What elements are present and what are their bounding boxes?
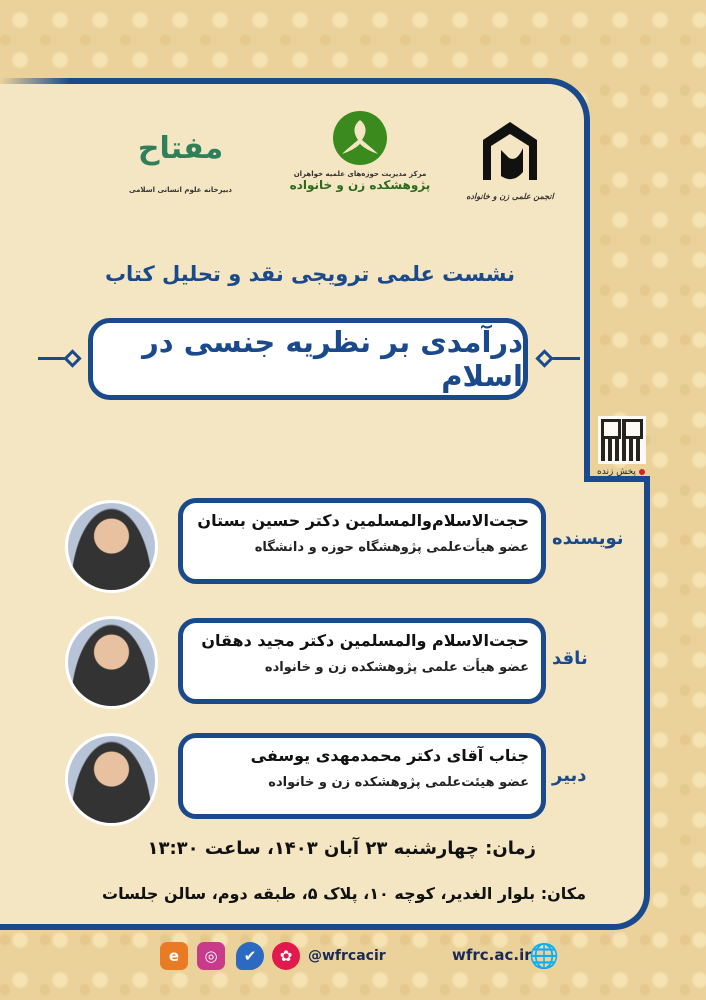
meftah-wordmark: مفتاح <box>137 131 224 166</box>
title-line-right <box>550 357 580 360</box>
bale-icon[interactable]: ✔ <box>236 942 264 970</box>
speaker-photo-critic <box>65 616 158 709</box>
anjoman-caption: انجمن علمی زن و خانواده <box>466 192 554 201</box>
logo-meftah <box>128 112 233 194</box>
speaker-affiliation: عضو هیأت علمی پژوهشکده زن و خانواده <box>264 660 529 675</box>
event-place: مکان: بلوار الغدیر، کوچه ۱۰، پلاک ۵، طبقه دوم، سالن جلسات <box>102 884 586 903</box>
event-time: زمان: چهارشنبه ۲۳ آبان ۱۴۰۳، ساعت ۱۳:۳۰ <box>147 838 536 859</box>
eitaa-icon[interactable]: e <box>160 942 188 970</box>
logo-pajoheshkade <box>285 110 435 192</box>
role-label-author: نویسنده <box>552 528 624 549</box>
speaker-affiliation: عضو هیأت‌علمی پژوهشگاه حوزه و دانشگاه <box>254 540 529 555</box>
live-qr-code[interactable] <box>598 416 646 464</box>
speaker-name: جناب آقای دکتر محمدمهدی یوسفی <box>250 746 529 765</box>
role-label-moderator: دبیر <box>552 765 587 786</box>
speaker-photo-author <box>65 500 158 593</box>
speaker-card-author <box>178 498 546 584</box>
event-subtitle: نشست علمی ترویجی نقد و تحلیل کتاب <box>104 262 516 286</box>
globe-icon: 🌐 <box>529 942 559 970</box>
speaker-affiliation: عضو هیئت‌علمی پژوهشکده زن و خانواده <box>268 775 529 790</box>
book-title-box <box>88 318 528 400</box>
pajoheshkade-line2: پژوهشکده زن و خانواده <box>289 178 431 192</box>
pajoheshkade-line1: مرکز مدیریت حوزه‌های علمیه خواهران <box>293 170 427 178</box>
logo-anjoman <box>465 118 555 201</box>
speaker-card-moderator <box>178 733 546 819</box>
website-link[interactable]: wfrc.ac.ir <box>452 946 532 964</box>
book-title: درآمدی بر نظریه جنسی در اسلام <box>142 325 523 393</box>
aparat-icon[interactable]: ✿ <box>272 942 300 970</box>
live-text: پخش زنده <box>597 467 636 477</box>
meftah-caption: دبیرخانه علوم انسانی اسلامی <box>129 186 232 194</box>
social-handle[interactable]: @wfrcacir <box>308 948 386 964</box>
instagram-icon[interactable]: ◎ <box>197 942 225 970</box>
speaker-name: حجت‌الاسلام‌والمسلمین دکتر حسین بستان <box>197 511 529 530</box>
anjoman-emblem-icon <box>479 118 541 188</box>
speaker-photo-moderator <box>65 733 158 826</box>
speaker-name: حجت‌الاسلام والمسلمین دکتر مجید دهقان <box>201 631 529 650</box>
live-dot-icon <box>639 469 645 475</box>
speaker-card-critic <box>178 618 546 704</box>
role-label-critic: ناقد <box>552 648 588 669</box>
live-stream-label <box>597 467 645 477</box>
frame-fade <box>0 78 70 84</box>
pajoheshkade-emblem-icon <box>332 110 388 166</box>
